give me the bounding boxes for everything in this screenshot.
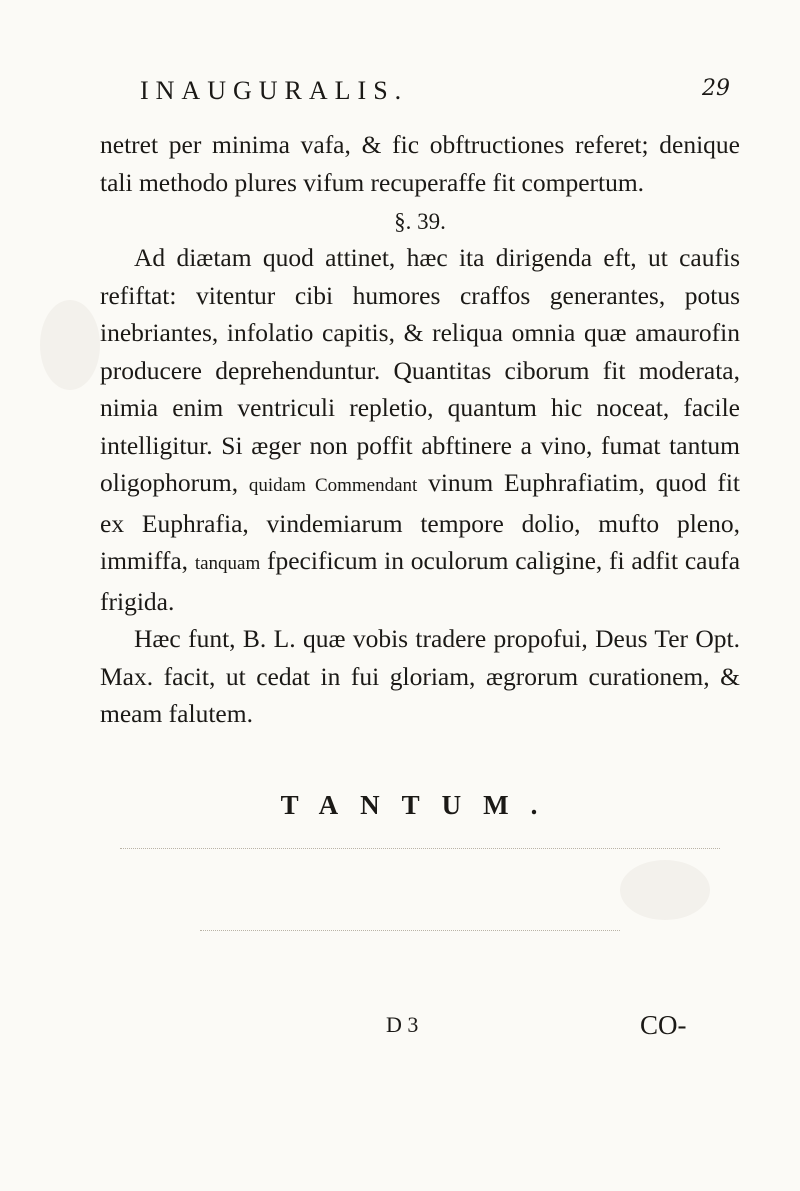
running-title: INAUGURALIS. [140, 76, 409, 105]
section-number: §. 39. [394, 209, 446, 234]
paragraph-diet-small-text-2: tanquam [194, 553, 261, 574]
show-through-line [200, 930, 620, 931]
paragraph-continuation: netret per minima vafa, & fic obftructiones referet; denique tali methodo plures vifum recuperaffe fit compertum. [100, 130, 740, 197]
body-text [100, 126, 740, 733]
show-through-line [120, 848, 720, 849]
page-number: 29 [702, 76, 730, 101]
paragraph-conclusion: Hæc funt, B. L. quæ vobis tradere propofui, Deus Ter Opt. Max. facit, ut cedat in fui gloriam, ægrorum curationem, & meam falutem. [100, 624, 740, 728]
paragraph-diet-text-b: vinum Euphrafiatim, quod fit ex Euphrafia, vindemiarum tempore dolio, mufto pleno, immiffa, [100, 468, 741, 575]
signature-mark: D 3 [386, 1012, 419, 1037]
paragraph-diet [100, 239, 740, 620]
paper-stain [620, 860, 710, 920]
catchword: CO- [640, 1010, 687, 1040]
paper-stain [40, 300, 100, 390]
running-head [140, 76, 740, 116]
finis-heading: TANTUM. [280, 790, 560, 820]
paragraph-diet-small-text: quidam Commendant [248, 475, 418, 496]
paragraph-diet-text-a: Ad diætam quod attinet, hæc ita dirigenda eft, ut caufis refiftat: vitentur cibi humores craffos generantes, potus inebriantes, infolatio capitis, & reliqua omnia quæ amaurofin producere deprehenduntur. Quantitas ciborum fit moderata, nimia enim ventriculi repletio, quantum hic noceat, facile intelligitur. Si æger non poffit abftinere a vino, fumat tantum oligophorum, [100, 243, 740, 497]
paragraph-diet-text-c: fpecificum in oculorum caligine, fi adfit caufa frigida. [100, 546, 741, 616]
